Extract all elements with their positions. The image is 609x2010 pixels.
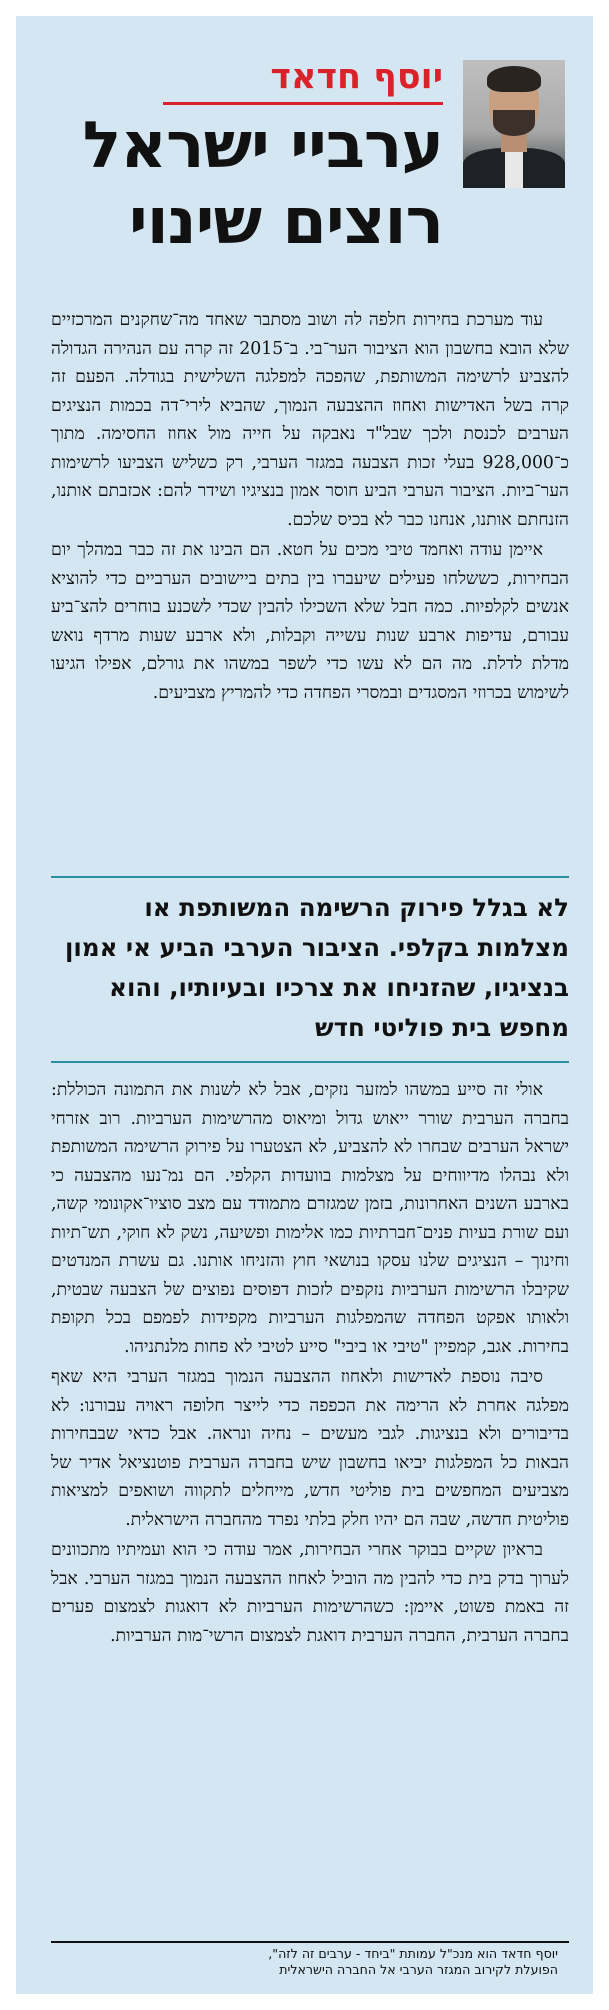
- photo-hair: [487, 66, 541, 92]
- title-line-1: ערביי ישראל: [82, 109, 443, 183]
- body-paragraph: אולי זה סייע במשהו למזער נזקים, אבל לא לשנות את התמונה הכוללת: בחברה הערבית שורר ייאוש גדול ומיאוס מהרשימות הערביות. רוב אזרחי ישראל הערבים שבחרו לא להצביע, לא הצטערו על פירוק הרשימה המשותפת ולא נבהלו מדיווחים על מצלמות בוועדות הקלפי. הם נמ־נעו מהצבעה כי בארבע השנים האחרונות, בזמן שמגזרם מתמודד עם מצב סוציו־אקונומי קשה, ועם שורת בעיות פנים־חברתיות כמו אלימות ופשיעה, נשק לא חוקי, תש־תיות וחינוך – הנציגים שלנו עסקו בנושאי חוץ והזניחו אותנו. גם עשרת המנדטים שקיבלו הרשימות הערביות נזקפים לזכות דפוסים נפוצים של הצבעה שבטית, ולאותו אפקט הפחדה שהמפלגות הערביות מקפידות לפמפם בכל תקופת בחירות. אגב, קמפיין "טיבי או ביבי" סייע לטיבי לא פחות מלנתניהו.: [51, 1080, 569, 1357]
- author-bio: [40, 1946, 558, 1978]
- footer-rule: [51, 1941, 569, 1943]
- article-title: [43, 108, 443, 260]
- body-paragraph: סיבה נוספת לאדישות ולאחוז ההצבעה הנמוך במגזר הערבי היא שאף מפלגה אחרת לא הרימה את הכפפה כדי לייצר חלופה ראויה עבורנו: לא בדיבורים ולא בנציגות. לגבי מעשים – נחיה ונראה. אבל כדאי שבבחירות הבאות כל המפלגות יביאו בחשבון שיש בחברה הערבית פוטנציאל אדיר של מצביעים המחפשים בית פוליטי חדש, מייחלים לתקווה ושואפים למציאות פוליטית חדשה, שבה הם יהיו חלק בלתי נפרד מהחברה הישראלית.: [51, 1367, 569, 1530]
- photo-shirt: [505, 148, 523, 188]
- photo-neck: [501, 134, 527, 152]
- author-photo: [463, 60, 565, 188]
- body-paragraph: איימן עודה ואחמד טיבי מכים על חטא. הם הבינו את זה כבר במהלך יום הבחירות, כששלחו פעילים שיעברו בין בתים ביישובים הערביים כדי להוציא אנשים לקלפיות. כמה חבל שלא השכילו להבין שכדי לשכנע בוחרים להצ־ביע עבורם, עדיפות ארבע שנות עשייה וקבלות, ולא ארבע שעות מרדף נואש מדלת לדלת. מה הם לא עשו כדי לשפר במשהו את גורלם, אפילו הגיעו לשימוש בכרוזי המסגדים ובמסרי הפחדה כדי להמריץ מצביעים.: [51, 540, 569, 703]
- body-section-2: [51, 1076, 569, 1650]
- title-line-2: רוצים שינוי: [128, 185, 443, 259]
- body-section-1: [51, 306, 569, 707]
- body-paragraph: עוד מערכת בחירות חלפה לה ושוב מסתבר שאחד מה־שחקנים המרכזיים שלא הובא בחשבון הוא הציבור הער־בי. ב־2015 זה קרה עם הנהירה הגדולה להצביע לרשימה המשותפת, שהפכה למפלגה השלישית בגודלה. הפעם זה קרה בשל האדישות ואחוז ההצבעה הנמוך, שהביא לירי־דה בכמות הנציגים הערבים לכנסת ולכך שבל"ד נאבקה על חייה מול אחוז החסימה. מתוך כ־928,000 בעלי זכות הצבעה במגזר הערבי, רק כשליש הצביעו לרשימות הער־ביות. הציבור הערבי הביע חוסר אמון בנציגיו ושידר להם: אכזבתם אותנו, הזנחתם אותנו, אנחנו כבר לא בכיס שלכם.: [51, 310, 570, 530]
- pull-quote-bottom-rule: [51, 1061, 569, 1063]
- author-name: יוסף חדאד: [270, 57, 443, 97]
- article-page: [16, 16, 593, 1994]
- author-underline: [163, 102, 443, 105]
- body-paragraph: בראיון שקיים בבוקר אחרי הבחירות, אמר עודה כי הוא ועמיתיו מתכוונים לערוך בדק בית כדי להבין מה הוביל לאחוז ההצבעה הנמוך במגזר הערבי. אבל זה באמת פשוט, איימן: כשהרשימות הערביות לא דואגות לצמצום פערים בחברה הערבית, החברה הערבית דואגת לצמצום הרשי־מות הערביות.: [51, 1540, 569, 1646]
- author-bio-line-1: יוסף חדאד הוא מנכ"ל עמותת "ביחד - ערבים זה לזה",: [268, 1946, 558, 1961]
- pull-quote-top-rule: [51, 876, 569, 878]
- pull-quote: לא בגלל פירוק הרשימה המשותפת או מצלמות בקלפי. הציבור הערבי הביע אי אמון בנציגיו, שהזניחו את צרכיו ובעיותיו, והוא מחפש בית פוליטי חדש: [65, 893, 569, 1042]
- photo-beard: [493, 110, 535, 136]
- author-bio-line-2: הפועלת לקירוב המגזר הערבי אל החברה הישראלית: [279, 1962, 558, 1977]
